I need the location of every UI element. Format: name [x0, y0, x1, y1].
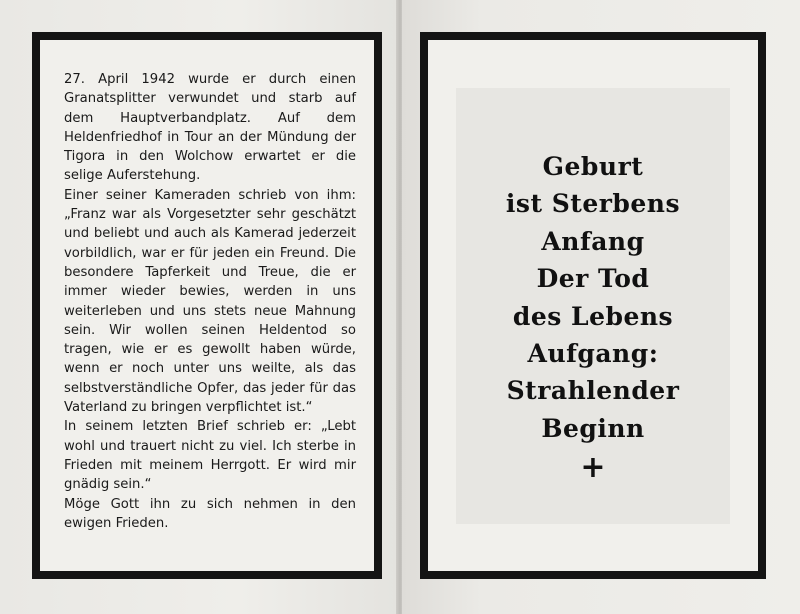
motto-line: Geburt: [542, 152, 644, 181]
motto-line: des Lebens: [512, 301, 674, 331]
cross-icon: +: [580, 450, 606, 485]
motto-line: Aufgang:: [527, 339, 659, 369]
paragraph-comrade-quote: Einer seiner Kameraden schrieb von ihm: „Franz war als Vorgesetzter sehr geschätzt und beliebt und auch als Kamerad jederzeit vorbildlich, war er für jeden ein Freund. Die besondere Tapferkeit und Treue, die er immer wieder bewies, werden in uns weiterleben und uns stets neue Mahnung sein. Wir wollen seinen Heldentod so tragen, wie er es gewollt haben würde, wenn er noch unter uns weilte, als das selbstverständliche Opfer, das jeder für das Vaterland zu bringen verpflichtet ist.“: [64, 187, 356, 416]
motto-line: ist Sterbens: [505, 189, 681, 219]
memorial-text: [64, 70, 356, 533]
left-black-frame: [32, 32, 382, 579]
paragraph-last-letter: In seinem letzten Brief schrieb er: „Lebt wohl und trauert nicht zu viel. Ich sterbe in Frieden mit meinem Herrgott. Er wird mir gnädig sein.“: [64, 419, 356, 493]
motto-line: Anfang: [541, 226, 645, 256]
motto-line: Strahlender: [506, 376, 680, 406]
right-black-frame: [420, 32, 766, 579]
motto-verse: [428, 148, 758, 447]
motto-line: Der Tod: [536, 264, 650, 294]
paragraph-death-details: 27. April 1942 wurde er durch einen Granatsplitter verwundet und starb auf dem Hauptverbandplatz. Auf dem Heldenfriedhof in Tour an der Mündung der Tigora in den Wolchow erwartet er die selige Auferstehung.: [64, 72, 356, 184]
paragraph-prayer: Möge Gott ihn zu sich nehmen in den ewigen Frieden.: [64, 496, 356, 531]
left-page: [0, 0, 398, 614]
motto-line: Beginn: [541, 413, 645, 443]
